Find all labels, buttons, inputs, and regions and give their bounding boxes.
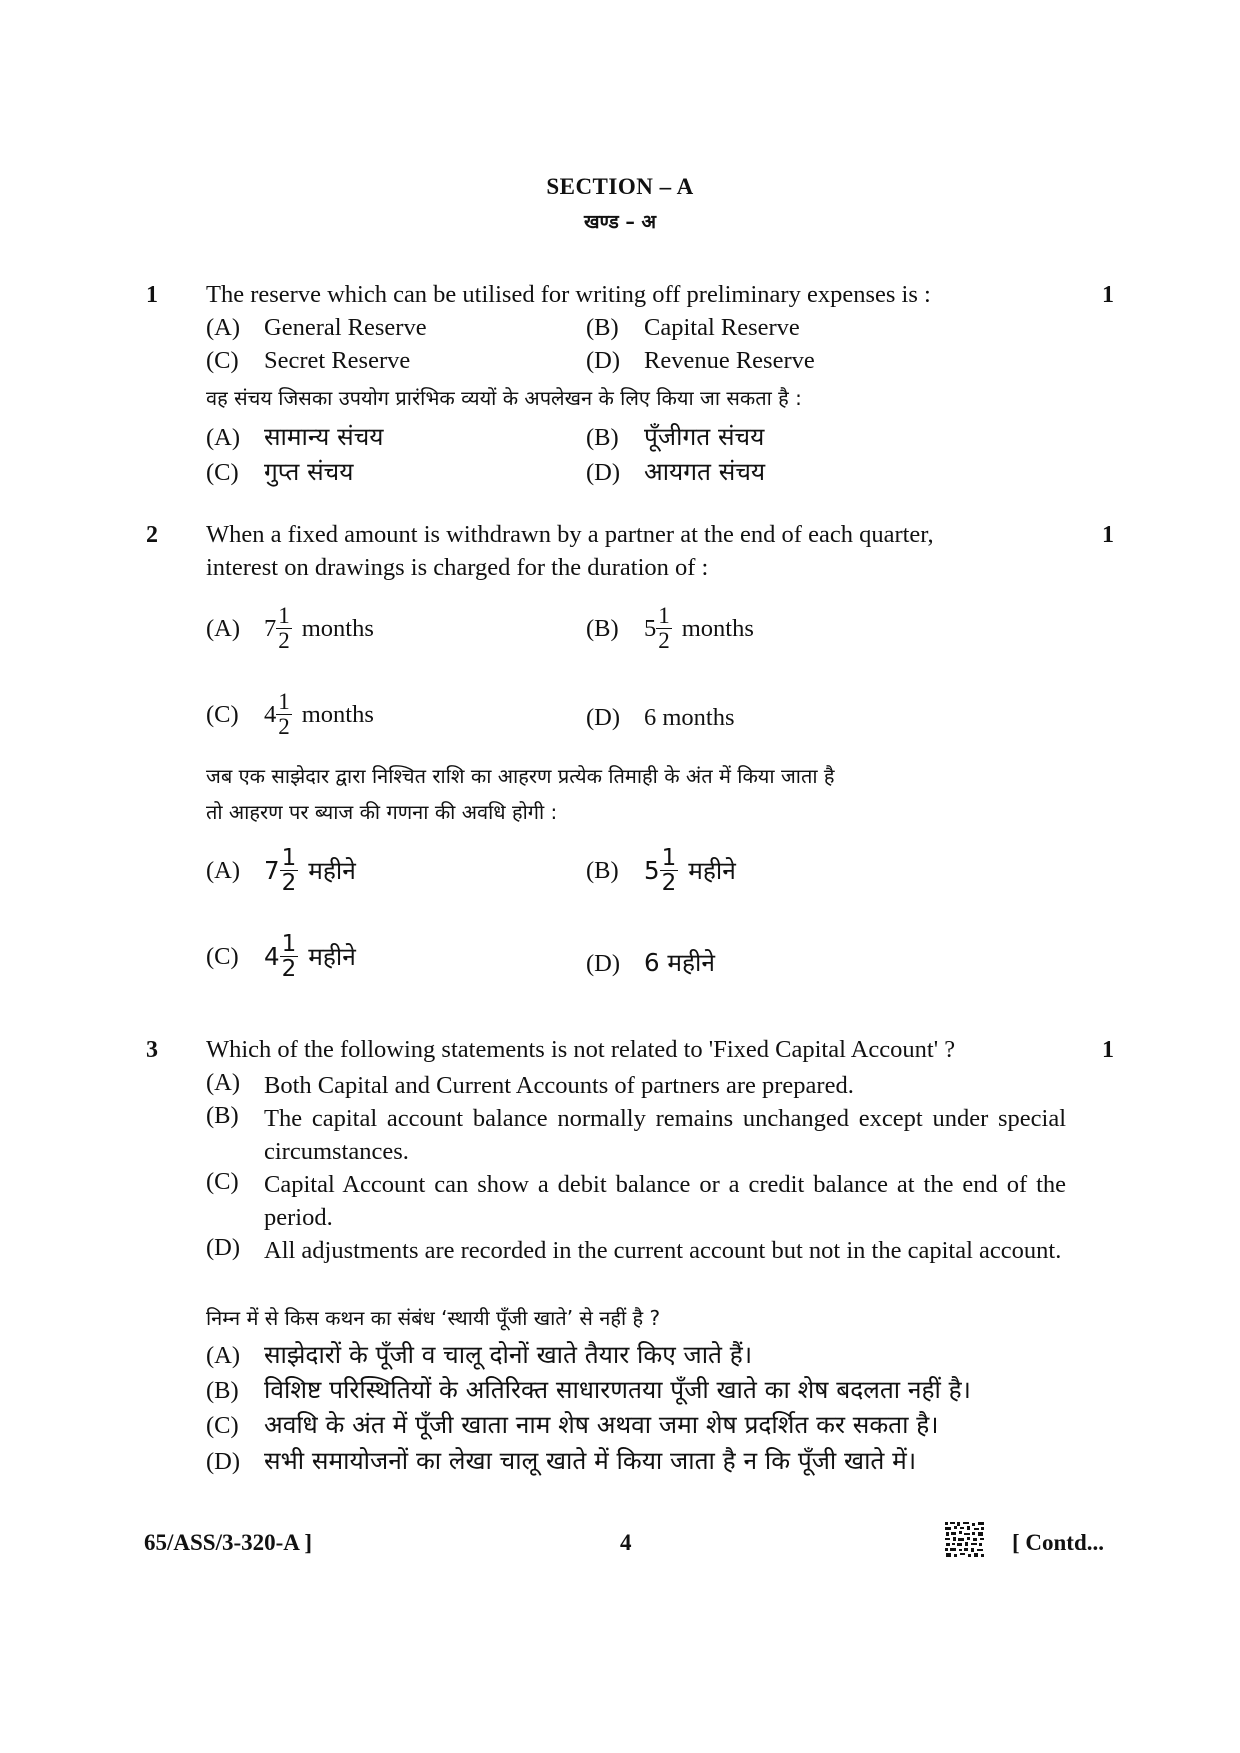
option-b-hi: (B) 5 $\frac{1}{2}$ महीने xyxy=(586,845,736,896)
option-d-en: (D) All adjustments are recorded in the current account but not in the capital account. xyxy=(206,1234,1062,1264)
option-b-en: (B) The capital account balance normally remains unchanged except under special circumstances. xyxy=(206,1102,1066,1165)
fraction: $\frac{1}{2}$ xyxy=(658,603,670,653)
fraction: $\frac{1}{2}$ xyxy=(278,603,290,653)
option-d-hi: (D) सभी समायोजनों का लेखा चालू खाते में किया जाता है न कि पूँजी खाते में। xyxy=(206,1446,917,1475)
option-a-en: (A) 7 $\frac{1}{2}$ months xyxy=(206,603,374,653)
option-c-hi: (C) अवधि के अंत में पूँजी खाता नाम शेष अथवा जमा शेष प्रदर्शित कर सकता है। xyxy=(206,1410,939,1439)
fraction: $\frac{1}{2}$ xyxy=(281,845,297,896)
question-number: 1 xyxy=(146,282,158,308)
option-a-hi: (A) साझेदारों के पूँजी व चालू दोनों खाते तैयार किए जाते हैं। xyxy=(206,1340,753,1369)
option-a-hi: (A) 7 $\frac{1}{2}$ महीने xyxy=(206,845,356,896)
question-text-hi-line2: तो आहरण पर ब्याज की गणना की अवधि होगी : xyxy=(206,800,558,824)
option-a-hi: (A) सामान्य संचय xyxy=(206,422,384,451)
continued-label: [ Contd... xyxy=(1012,1530,1105,1555)
question-text-en: Which of the following statements is not related to 'Fixed Capital Account' ? xyxy=(206,1036,956,1063)
option-b-hi: (B) पूँजीगत संचय xyxy=(586,422,765,451)
fraction: $\frac{1}{2}$ xyxy=(278,689,290,739)
option-a-en: (A) General Reserve xyxy=(206,314,427,341)
option-b-en: (B) 5 $\frac{1}{2}$ months xyxy=(586,603,754,653)
qr-code-icon xyxy=(944,1521,986,1559)
option-d-en: (D) 6 months xyxy=(586,704,735,731)
option-c-en: (C) 4 $\frac{1}{2}$ months xyxy=(206,689,374,739)
option-c-hi: (C) गुप्त संचय xyxy=(206,457,354,486)
option-a-en: (A) Both Capital and Current Accounts of partners are prepared. xyxy=(206,1069,854,1099)
question-text-hi: निम्न में से किस कथन का संबंध ‘स्थायी पूँजी खाते’ से नहीं है ? xyxy=(206,1306,661,1330)
section-title: SECTION – A xyxy=(546,174,694,199)
option-b-en: (B) Capital Reserve xyxy=(586,314,800,341)
question-number: 2 xyxy=(146,522,158,548)
option-d-en: (D) Revenue Reserve xyxy=(586,347,815,374)
question-text-hi-line1: जब एक साझेदार द्वारा निश्चित राशि का आहरण प्रत्येक तिमाही के अंत में किया जाता है xyxy=(206,764,835,788)
section-title-hindi: खण्ड – अ xyxy=(584,211,656,233)
fraction: $\frac{1}{2}$ xyxy=(661,845,677,896)
fraction: $\frac{1}{2}$ xyxy=(281,931,297,982)
option-b-hi: (B) विशिष्ट परिस्थितियों के अतिरिक्त साधारणतया पूँजी खाते का शेष बदलता नहीं है। xyxy=(206,1375,971,1404)
question-marks: 1 xyxy=(1102,1037,1114,1063)
question-text-en: The reserve which can be utilised for writing off preliminary expenses is : xyxy=(206,281,931,308)
option-d-hi: (D) 6 महीने xyxy=(586,948,715,977)
page-number: 4 xyxy=(620,1530,632,1555)
question-marks: 1 xyxy=(1102,522,1114,548)
question-text-en-line2: interest on drawings is charged for the duration of : xyxy=(206,554,709,581)
option-d-hi: (D) आयगत संचय xyxy=(586,457,766,486)
question-text-hi: वह संचय जिसका उपयोग प्रारंभिक व्ययों के अपलेखन के लिए किया जा सकता है : xyxy=(206,386,802,410)
question-text-en-line1: When a fixed amount is withdrawn by a partner at the end of each quarter, xyxy=(206,521,934,548)
question-marks: 1 xyxy=(1102,282,1114,308)
option-c-en: (C) Secret Reserve xyxy=(206,347,411,374)
option-c-hi: (C) 4 $\frac{1}{2}$ महीने xyxy=(206,931,356,982)
paper-code: 65/ASS/3-320-A ] xyxy=(144,1530,313,1555)
question-number: 3 xyxy=(146,1037,158,1063)
option-c-en: (C) Capital Account can show a debit balance or a credit balance at the end of the period. xyxy=(206,1168,1066,1231)
